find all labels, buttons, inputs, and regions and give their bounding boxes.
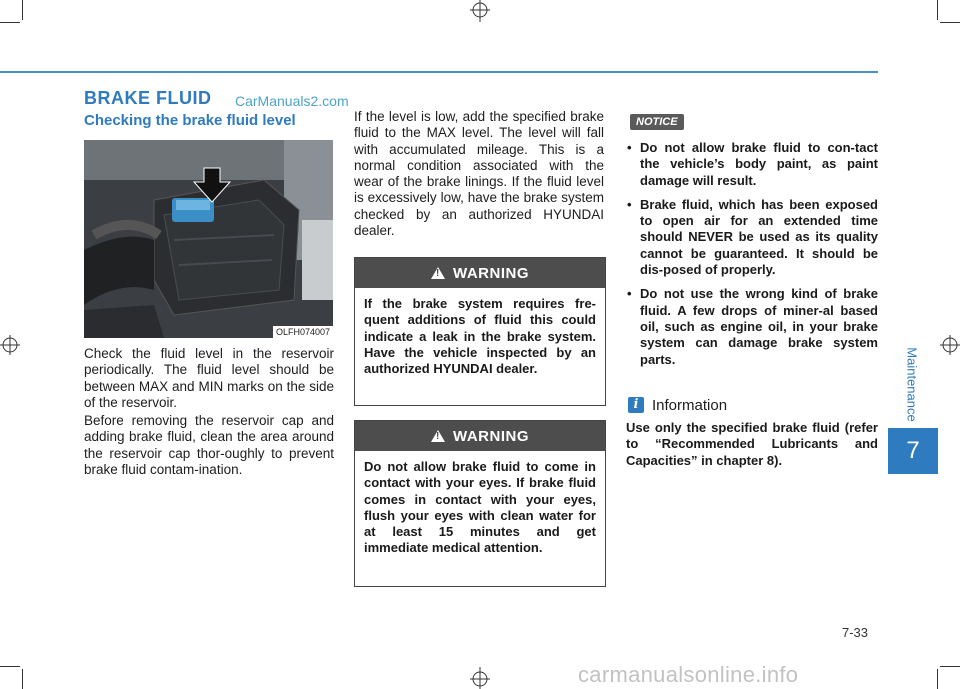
warning-header (355, 421, 605, 451)
notice-item: • Do not allow brake fluid to con-tact the vehicle’s body paint, as paint damage will result. (626, 140, 878, 189)
registration-target-icon (468, 665, 492, 689)
engine-bay-illustration (84, 140, 333, 338)
crop-mark (940, 666, 960, 667)
left-paragraph-2: Before removing the reservoir cap and adding brake fluid, clean the area around the reservoir cap thor-oughly to prevent brake fluid contam-ination. (84, 413, 334, 477)
left-paragraph-1: Check the fluid level in the reservoir periodically. The fluid level should be between MAX and MIN marks on the side of the reservoir. (84, 346, 334, 410)
warning-label: WARNING (453, 264, 529, 282)
crop-mark (0, 22, 20, 23)
warning-text: If the brake system requires fre-quent additions of fluid this could indicate a leak in the brake system. Have the vehicle inspected by an authorized HYUNDAI dealer. (364, 296, 596, 377)
chapter-side-label (902, 340, 922, 428)
warning-box (354, 257, 606, 406)
subtitle: Checking the brake fluid level (84, 112, 296, 129)
warning-triangle-icon: ! (431, 267, 445, 279)
section-title: BRAKE FLUID (84, 88, 212, 108)
crop-mark (22, 0, 23, 20)
crop-mark (937, 0, 938, 20)
crop-mark (22, 669, 23, 689)
engine-bay-photo (84, 140, 333, 338)
warning-box (354, 420, 606, 587)
crop-mark (940, 22, 960, 23)
registration-target-icon (0, 333, 22, 357)
header-rule (0, 71, 878, 73)
information-text: Use only the specified brake fluid (refer to “Recommended Lubricants and Capacities” in chapter 8). (626, 420, 878, 468)
warning-triangle-icon: ! (431, 430, 445, 442)
notice-item: • Do not use the wrong kind of brake fluid. A few drops of miner-al based oil, such as engine oil, in your brake system can damage brake system parts. (626, 286, 878, 367)
photo-code: OLFH074007 (273, 326, 333, 338)
warning-header (355, 258, 605, 288)
warning-text: Do not allow brake fluid to come in contact with your eyes. If brake fluid comes in contact with your eyes, flush your eyes with clean water for at least 15 minutes and get immediate medical attention. (364, 459, 596, 556)
warning-label: WARNING (453, 427, 529, 445)
crop-mark (937, 669, 938, 689)
chapter-name: Maintenance (904, 346, 920, 422)
registration-target-icon (468, 0, 492, 24)
watermark-bottom: carmanualsonline.info (578, 662, 799, 687)
watermark-top: CarManuals2.com (235, 93, 349, 109)
information-icon: i (628, 397, 644, 413)
chapter-tab: 7 (888, 428, 938, 474)
page-number: 7-33 (842, 625, 869, 640)
registration-target-icon (938, 333, 960, 357)
notice-list (626, 140, 878, 376)
notice-badge: NOTICE (630, 114, 684, 130)
information-title: Information (652, 397, 728, 414)
crop-mark (0, 666, 20, 667)
notice-item: • Brake fluid, which has been exposed to open air for an extended time should NEVER be used as its quality cannot be guaranteed. It should be dis-posed of properly. (626, 197, 878, 278)
middle-paragraph: If the level is low, add the specified brake fluid to the MAX level. The level will fall with accumulated mileage. This is a normal condition associated with the wear of the brake linings. If the fluid level is excessively low, have the brake system checked by an authorized HYUNDAI dealer. (354, 109, 604, 239)
